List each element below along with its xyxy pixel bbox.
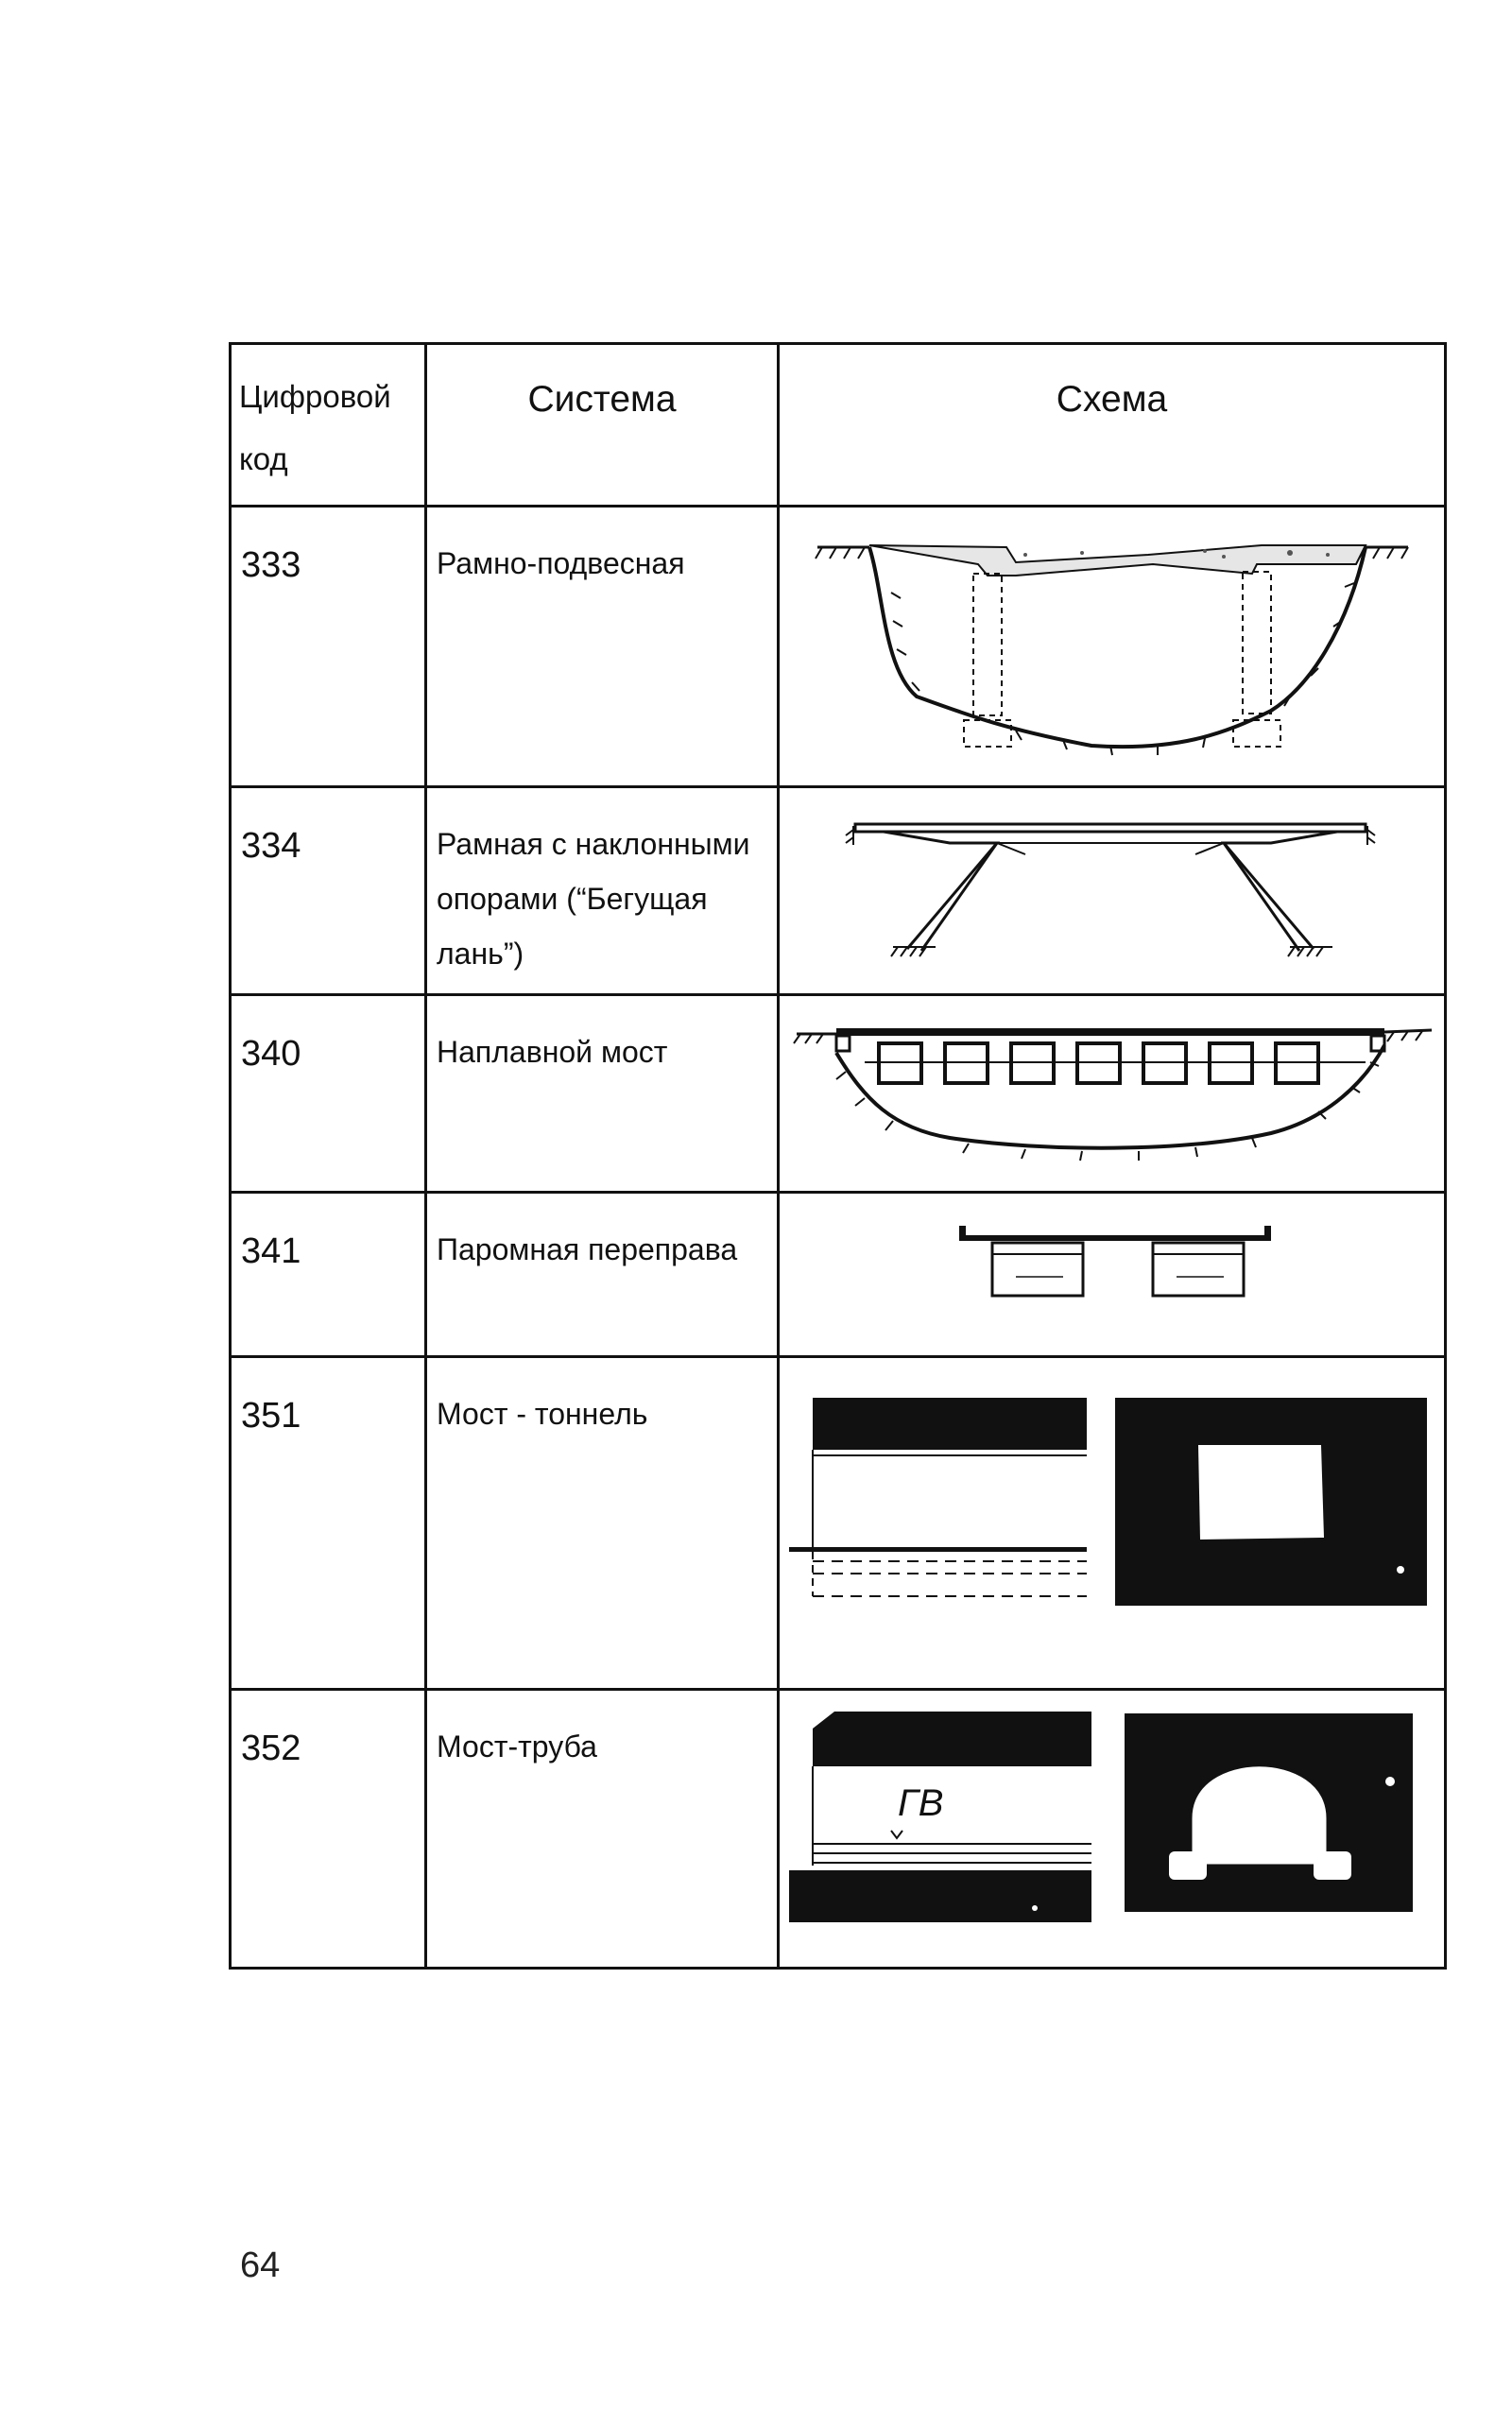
bridge-systems-table (229, 342, 1447, 1970)
table-row (231, 1690, 1446, 1969)
bridge-tunnel-diagram (779, 1356, 1446, 1690)
row-system: Мост-труба (426, 1690, 779, 1969)
row-system: Рамно-подвесная (426, 507, 779, 787)
row-system: Паромная переправа (426, 1192, 779, 1356)
table-row (231, 1356, 1446, 1690)
table-row (231, 995, 1446, 1192)
row-system: Наплавной мост (426, 995, 779, 1192)
row-code: 352 (231, 1690, 426, 1969)
row-code: 334 (231, 786, 426, 994)
header-code: Цифровой код (231, 344, 426, 507)
table-row (231, 786, 1446, 994)
frame-inclined-supports-bridge-diagram (779, 786, 1446, 994)
row-system: Рамная с наклонными опорами (“Бегущая лань”) (426, 786, 779, 994)
table-row (231, 507, 1446, 787)
table-header-row (231, 344, 1446, 507)
row-code: 333 (231, 507, 426, 787)
frame-suspended-bridge-diagram (779, 507, 1446, 787)
ferry-crossing-diagram (779, 1192, 1446, 1356)
row-code: 351 (231, 1356, 426, 1690)
scheme-label: ГВ (898, 1782, 944, 1825)
page-number: 64 (240, 2245, 281, 2285)
header-system: Система (426, 344, 779, 507)
table-row (231, 1192, 1446, 1356)
bridge-pipe-diagram (779, 1690, 1446, 1969)
floating-bridge-diagram (779, 995, 1446, 1192)
header-scheme: Схема (779, 344, 1446, 507)
row-system: Мост - тоннель (426, 1356, 779, 1690)
row-code: 341 (231, 1192, 426, 1356)
row-code: 340 (231, 995, 426, 1192)
